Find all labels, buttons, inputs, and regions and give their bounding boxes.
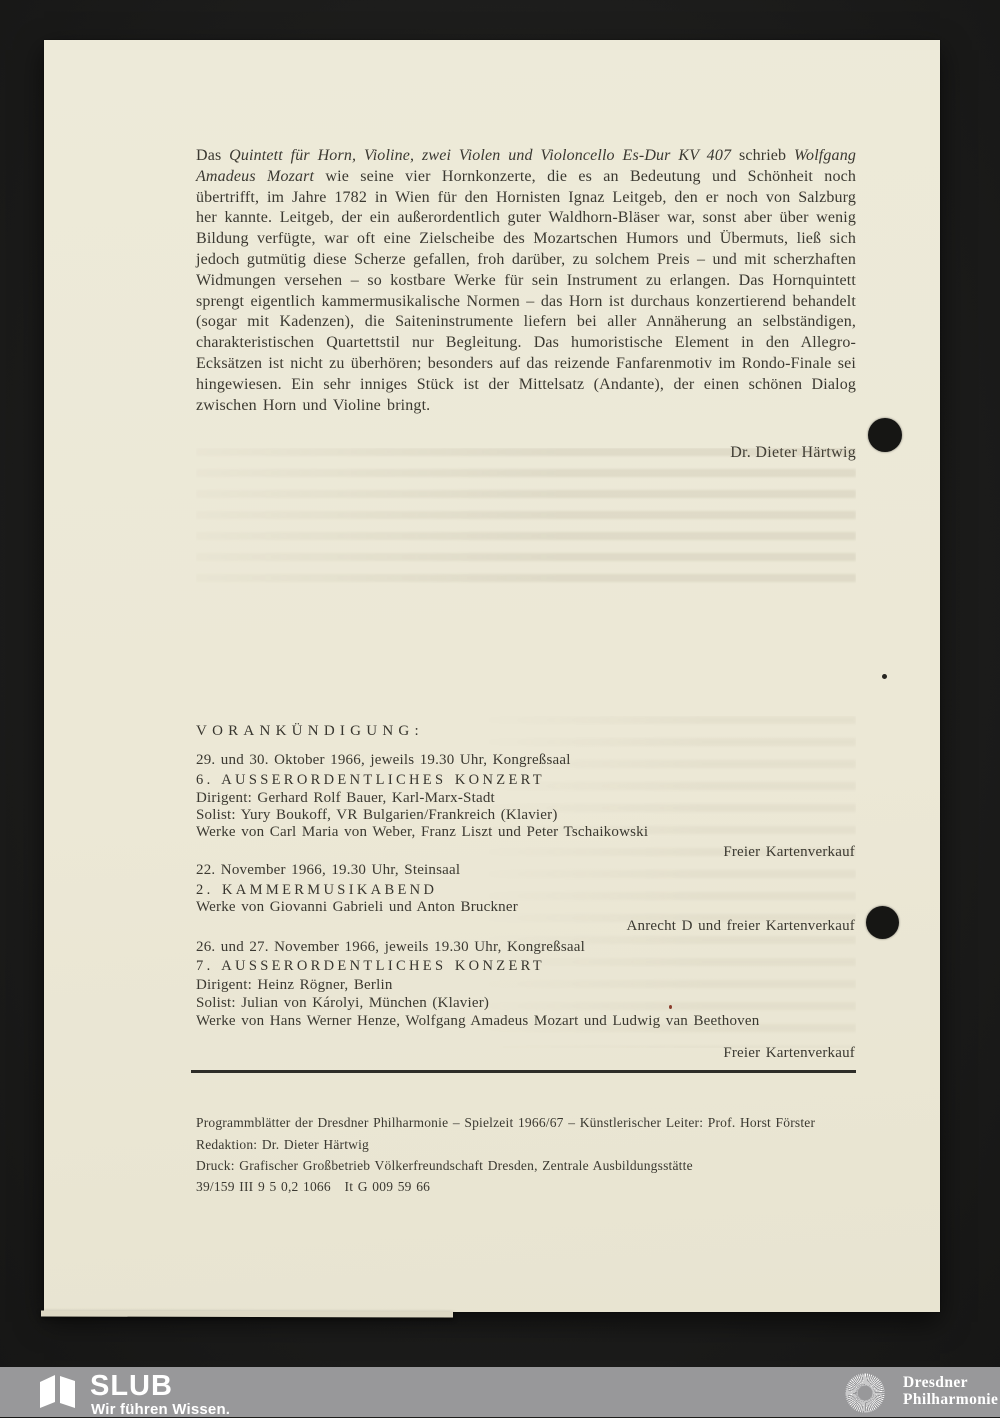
announcements-heading: VORANKÜNDIGUNG:: [196, 723, 424, 739]
imprint-print-number-line: 39/159 III 9 5 0,2 1066 It G 009 59 66: [196, 1179, 431, 1194]
program-note-paragraph: [196, 146, 856, 416]
slub-logo: [38, 1370, 278, 1418]
philharmonie-name-line2: Philharmonie: [903, 1390, 999, 1408]
concert-1-title: 6. AUSSERORDENTLICHES KONZERT: [196, 772, 545, 788]
concert-3-date: 26. und 27. November 1966, jeweils 19.30 Uhr, Kongreßsaal: [196, 939, 585, 955]
philharmonie-name-line1: Dresdner: [903, 1374, 968, 1391]
concert-1-soloist: Solist: Yury Boukoff, VR Bulgarien/Frankreich (Klavier): [196, 807, 558, 823]
starburst-ring-icon: [842, 1370, 888, 1416]
note-mid: schrieb: [731, 147, 795, 164]
concert-3-works: Werke von Hans Werner Henze, Wolfgang Amadeus Mozart und Ludwig van Beethoven: [196, 1013, 760, 1029]
note-body: wie seine vier Hornkonzerte, die es an Bedeutung und Schönheit noch übertrifft, im Jahre 1782 in Wien für den Hornisten Ignaz Leitgeb, den er noch von Salzburg her kannte. Leitgeb, der ein außerordentlich guter Waldhorn-Bläser war, sonst aber über wenig Bildung verfügte, war oft eine Zielscheibe des Mozartschen Humors und Übermuts, ließ sich jedoch gutmütig diese Scherze gefallen, froh darüber, zu solchem Preis – und mit scherzhaften Widmungen versehen – so kostbare Werke für sein Instrument zu erlangen. Das Hornquintett sprengt eigentlich kammermusikalische Normen – das Horn ist durchaus konzertierend behandelt (sogar mit Kadenzen), die Saiteninstrumente liefern bei aller Annäherung an selbständigen, charakteristischen Quartettstil nur Begleitung. Das humoristische Element in den Allegro-Ecksätzen ist nicht zu überhören; besonders auf das reizende Fanfarenmotiv im Rondo-Finale sei hingewiesen. Ein sehr inniges Stück ist der Mittelsatz (Andante), der einen schönen Dialog zwischen Horn und Violine bringt.: [196, 167, 857, 414]
bleed-through-text-upper: [196, 448, 856, 590]
composer-name: Wolfgang Amadeus Mozart: [196, 147, 856, 185]
imprint-printer-line: Druck: Grafischer Großbetrieb Völkerfreundschaft Dresden, Zentrale Ausbildungsstätte: [196, 1158, 693, 1173]
concert-1-works: Werke von Carl Maria von Weber, Franz Liszt und Peter Tschaikowski: [196, 824, 649, 840]
hole-punch-bottom: [866, 906, 899, 939]
hole-punch-top: [868, 418, 902, 452]
philharmonie-logo: [840, 1367, 1000, 1417]
concert-2-title: 2. KAMMERMUSIKABEND: [196, 882, 438, 898]
scanned-page: [44, 40, 940, 1312]
imprint-editor-line: Redaktion: Dr. Dieter Härtwig: [196, 1137, 370, 1152]
concert-2-ticket-note: Anrecht D und freier Kartenverkauf: [626, 918, 855, 934]
viewer-footer-bar: [0, 1367, 1000, 1417]
concert-1-date: 29. und 30. Oktober 1966, jeweils 19.30 Uhr, Kongreßsaal: [196, 752, 571, 768]
concert-3-soloist: Solist: Julian von Károlyi, München (Klavier): [196, 995, 490, 1011]
note-lead: Das: [196, 147, 230, 164]
concert-3-ticket-note: Freier Kartenverkauf: [723, 1045, 855, 1061]
red-speck: [669, 1005, 672, 1009]
open-book-icon: [38, 1374, 78, 1410]
concert-2-works: Werke von Giovanni Gabrieli und Anton Bruckner: [196, 899, 518, 915]
philharmonie-name: [903, 1375, 998, 1408]
ink-speck: [882, 674, 887, 679]
concert-3-conductor: Dirigent: Heinz Rögner, Berlin: [196, 977, 393, 993]
author-signature: Dr. Dieter Härtwig: [730, 444, 856, 461]
concert-1-ticket-note: Freier Kartenverkauf: [723, 844, 855, 860]
divider-rule: [191, 1070, 856, 1073]
concert-3-title: 7. AUSSERORDENTLICHES KONZERT: [196, 958, 545, 974]
concert-1-conductor: Dirigent: Gerhard Rolf Bauer, Karl-Marx-Stadt: [196, 790, 495, 806]
work-title: Quintett für Horn, Violine, zwei Violen und Violoncello Es-Dur KV 407: [229, 147, 732, 164]
concert-2-date: 22. November 1966, 19.30 Uhr, Steinsaal: [196, 862, 461, 878]
imprint-publisher-line: Programmblätter der Dresdner Philharmonie – Spielzeit 1966/67 – Künstlerischer Leiter: Prof. Horst Förster: [196, 1115, 816, 1130]
slub-tagline: Wir führen Wissen.: [91, 1401, 231, 1418]
slub-wordmark: SLUB: [90, 1370, 173, 1402]
